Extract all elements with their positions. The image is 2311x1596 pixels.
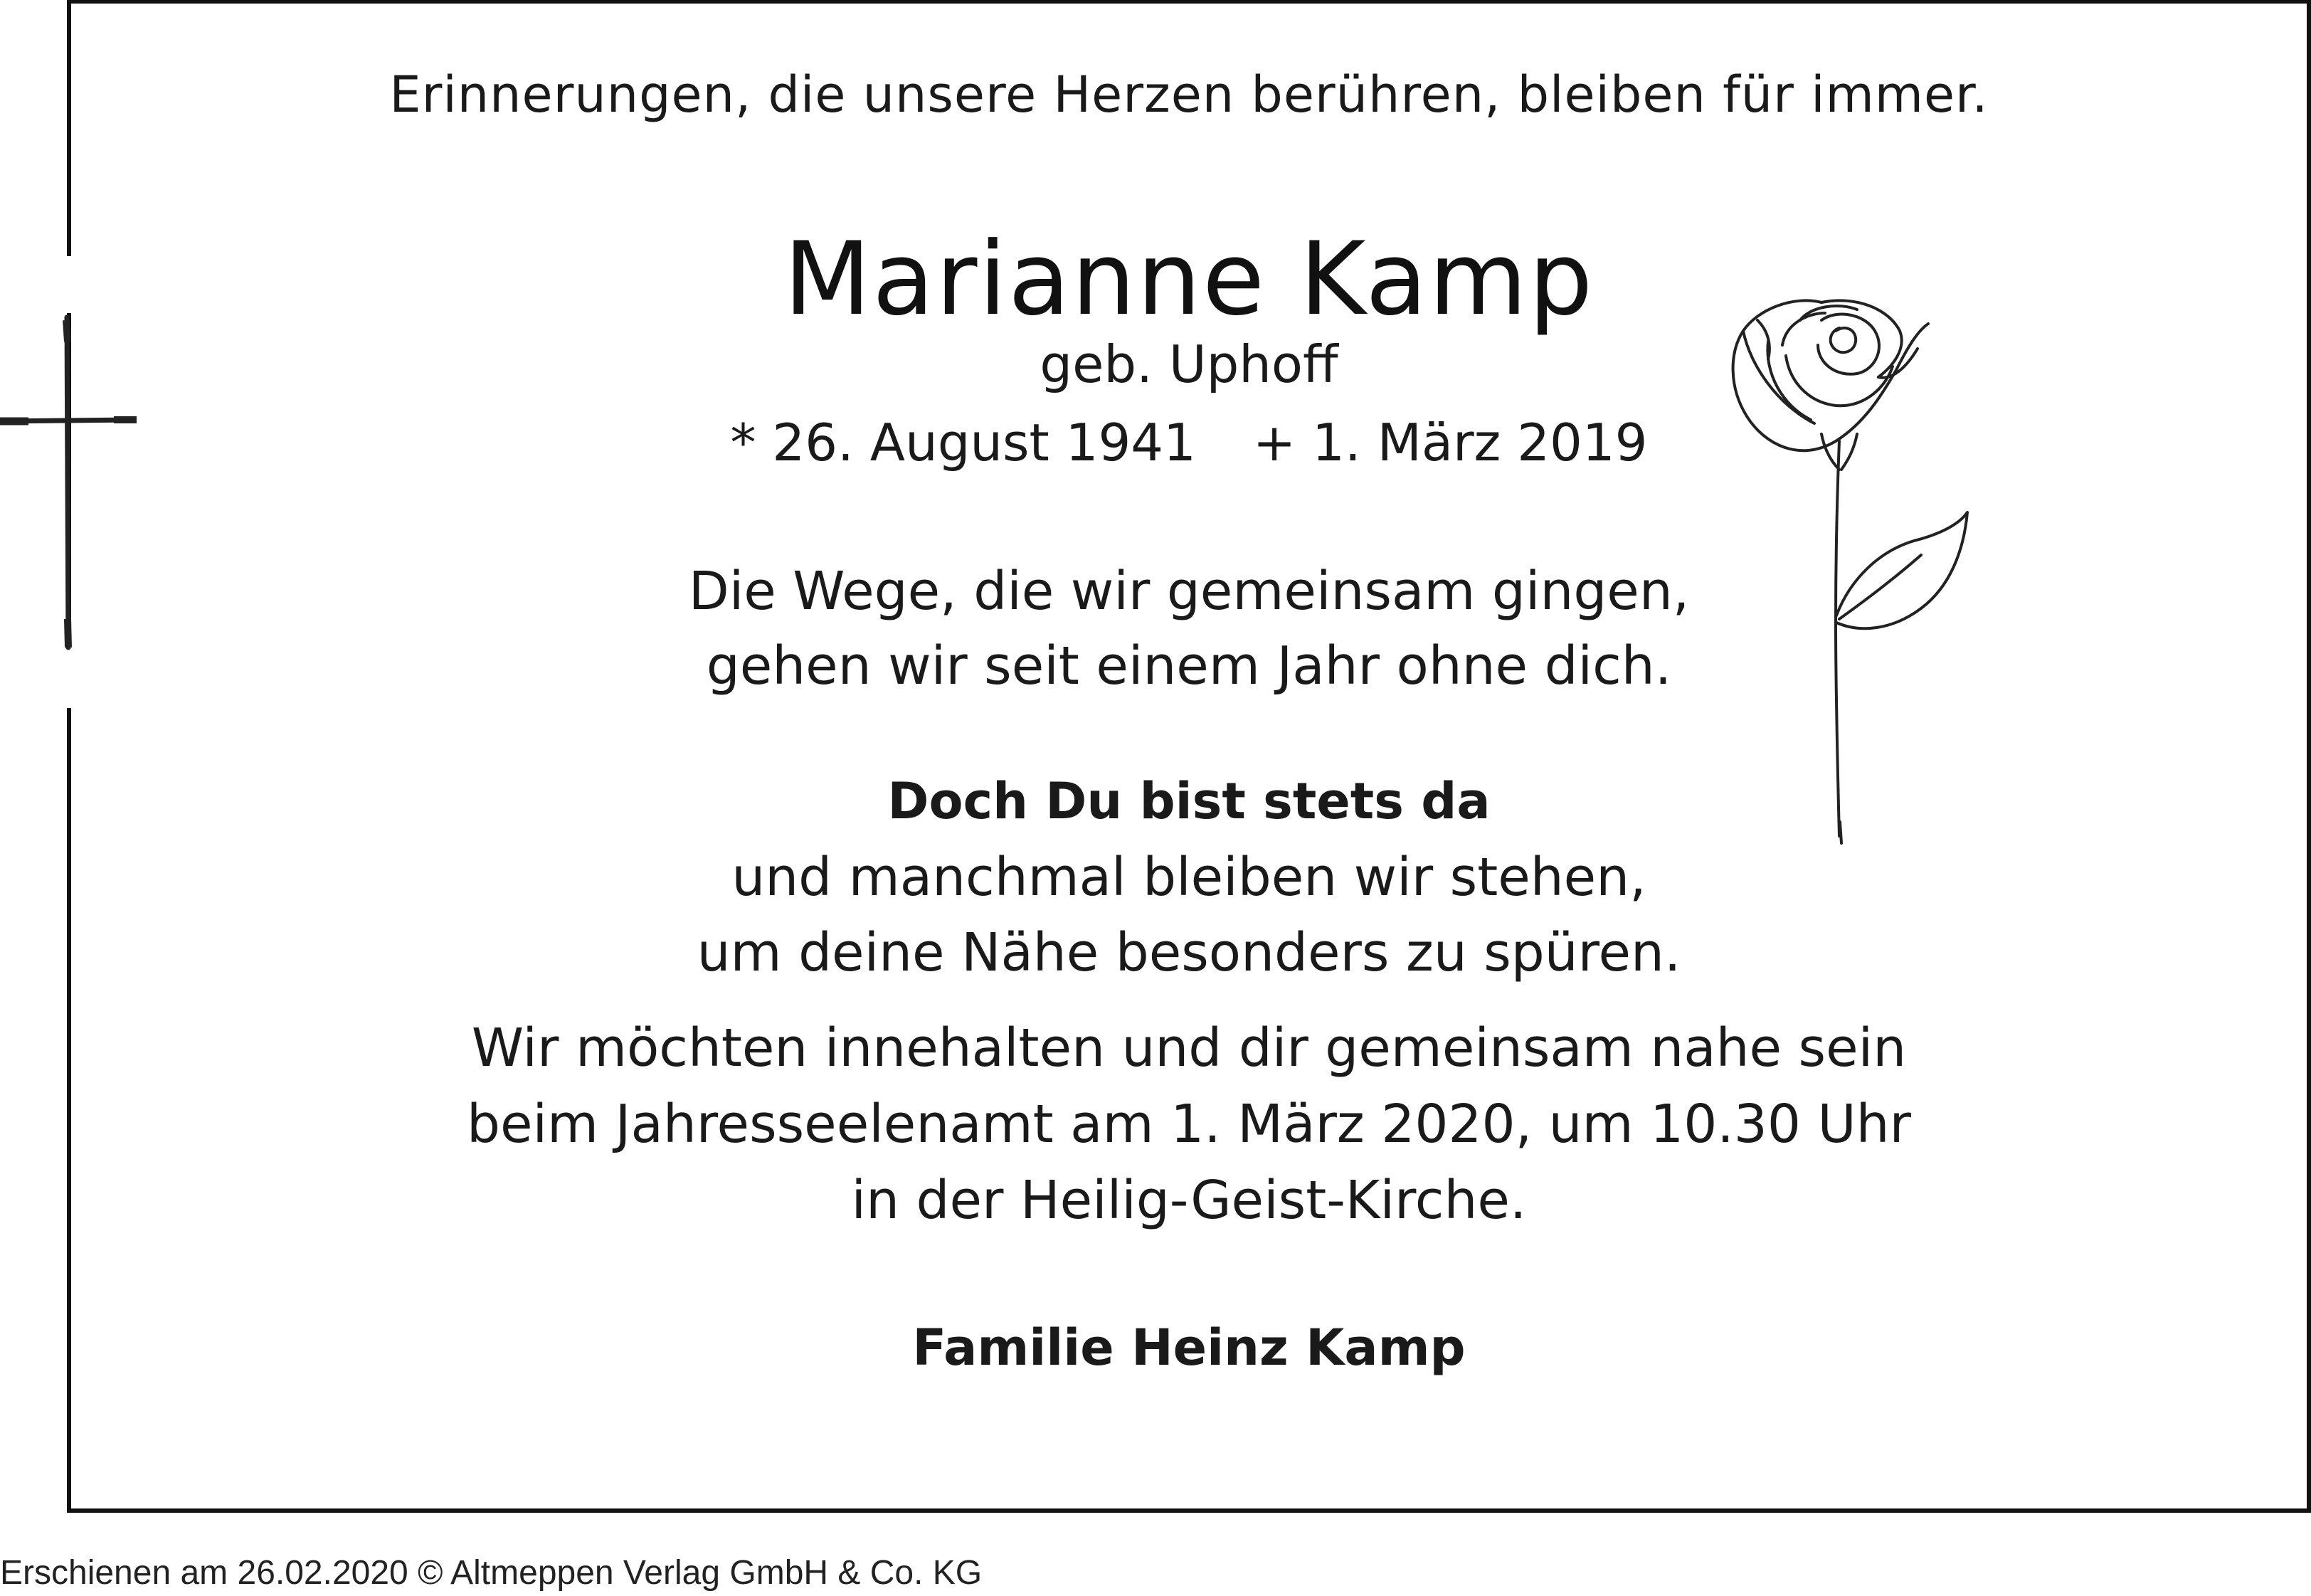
invitation-line: Wir möchten innehalten und dir gemeinsam nahe sein	[471, 1018, 1907, 1079]
death-date: + 1. März 2019	[1252, 413, 1648, 472]
verse2-heading: Doch Du bist stets da	[887, 772, 1491, 830]
invitation-line: in der Heilig-Geist-Kirche.	[851, 1170, 1527, 1231]
signature: Familie Heinz Kamp	[912, 1318, 1466, 1377]
verse2-line: um deine Nähe besonders zu spüren.	[697, 922, 1681, 983]
maiden-name: geb. Uphoff	[1040, 334, 1338, 394]
verse1-line: gehen wir seit einem Jahr ohne dich.	[706, 635, 1672, 697]
verse2-line: und manchmal bleiben wir stehen,	[731, 847, 1646, 908]
motto-text: Erinnerungen, die unsere Herzen berühren, bleiben für immer.	[389, 65, 1989, 124]
verse1-line: Die Wege, die wir gemeinsam gingen,	[688, 561, 1690, 622]
invitation-line: beim Jahresseelenamt am 1. März 2020, um 10.30 Uhr	[467, 1094, 1911, 1155]
deceased-name: Marianne Kamp	[783, 221, 1595, 338]
life-dates	[67, 413, 2311, 472]
publication-footer: Erschienen am 26.02.2020 © Altmeppen Verlag GmbH & Co. KG	[0, 1554, 983, 1592]
birth-date: * 26. August 1941	[730, 413, 1196, 472]
